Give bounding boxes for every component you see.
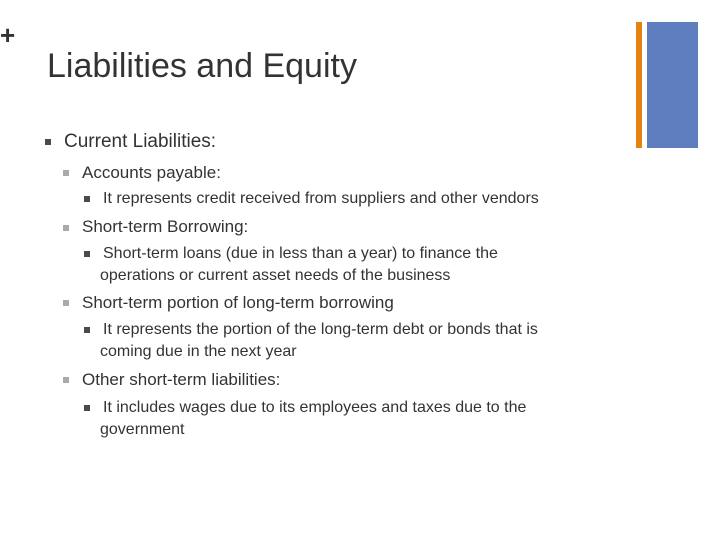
page-title: Liabilities and Equity: [47, 47, 357, 85]
list-item-heading: Short-term Borrowing:: [82, 217, 249, 236]
list-item-heading: Other short-term liabilities:: [82, 370, 281, 389]
list-item-detail: It represents the portion of the long-term debt or bonds that is: [103, 321, 538, 338]
square-bullet-icon: [84, 327, 90, 333]
list-item-detail: It includes wages due to its employees and taxes due to the: [103, 399, 527, 416]
square-bullet-icon: [45, 139, 51, 145]
list-item-heading: Short-term portion of long-term borrowing: [82, 293, 394, 312]
square-bullet-icon: [63, 170, 69, 176]
list-item-detail: It represents credit received from suppliers and other vendors: [103, 190, 539, 207]
square-bullet-icon: [63, 300, 69, 306]
list-item-detail: Short-term loans (due in less than a year) to finance the: [103, 245, 498, 262]
square-bullet-icon: [84, 405, 90, 411]
list-item-detail: coming due in the next year: [100, 343, 297, 360]
square-bullet-icon: [63, 377, 69, 383]
list-item-heading: Accounts payable:: [82, 163, 221, 182]
square-bullet-icon: [63, 225, 69, 231]
square-bullet-icon: [84, 251, 90, 257]
list-item-detail: operations or current asset needs of the business: [100, 267, 451, 284]
square-bullet-icon: [84, 196, 90, 202]
plus-icon: +: [0, 20, 16, 50]
list-item-detail: government: [100, 421, 185, 438]
accent-block-blue: [647, 22, 698, 148]
accent-bar-orange: [636, 22, 642, 148]
section-heading: Current Liabilities:: [64, 131, 217, 152]
